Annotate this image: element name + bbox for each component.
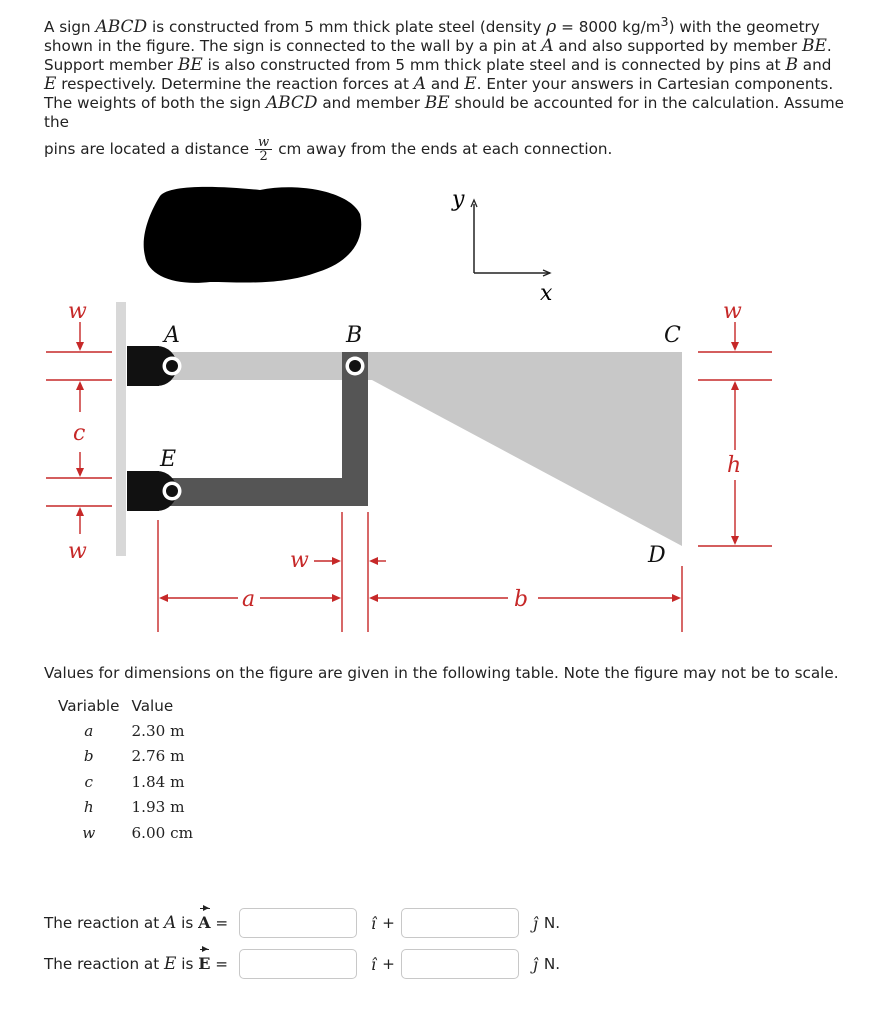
variable-cell: a [84,721,94,740]
value-cell: 1.84 m [131,772,185,791]
reaction-e-label: The reaction at E is E = [44,954,228,974]
variable-cell: h [83,798,94,817]
dim-w-right: w [723,299,742,324]
dim-a: a [242,587,256,612]
dim-w-left-bottom: w [68,539,87,564]
label-b: B [346,323,363,348]
i-hat: î [371,913,377,933]
y-axis-label: y [452,187,465,212]
label-c: C [664,323,681,348]
problem-text-end: pins are located a distance $\frac{w}{2}$ cm away from the ends at each connection. [44,135,613,165]
label-e: E [160,447,177,472]
value-cell: 1.93 m [131,798,185,817]
j-hat: ĵ [532,954,538,974]
reaction-e-y-input[interactable] [401,949,519,979]
reaction-a-y-input[interactable] [401,908,519,938]
reaction-a-row [44,906,560,940]
reaction-e-x-input[interactable] [239,949,357,979]
bracket-a [127,346,159,386]
dim-h: h [727,453,742,478]
header-variable: Variable [58,697,120,715]
dim-w-left-top: w [68,299,87,324]
variable-cell: w [82,823,96,842]
label-d: D [648,543,666,568]
x-axis-label: x [540,281,553,306]
reaction-a-label: The reaction at A is A = [44,913,229,933]
redaction-blob [144,187,362,283]
table-row [52,820,199,846]
table-note: Values for dimensions on the figure are given in the following table. Note the figure may not be to scale. [44,664,839,682]
w-over-2-fraction: $\frac{w}{2}$ [255,136,272,163]
value-cell: 2.76 m [131,747,185,766]
value-cell: 2.30 m [131,721,185,740]
unit-newtons: N. [543,955,561,973]
bracket-e [127,471,159,511]
reaction-a-x-input[interactable] [239,908,357,938]
header-value: Value [131,697,174,715]
coordinate-axes [451,187,553,306]
i-hat: î [371,954,377,974]
label-a: A [164,323,180,348]
variable-cell: b [83,747,94,766]
sign-plate [160,352,682,546]
table-row [52,744,199,770]
table-row [52,795,199,821]
table-row [52,718,199,744]
unit-newtons: N. [543,914,561,932]
problem-text: A sign ABCD is constructed from 5 mm thick plate steel (density ρ = 8000 $kg/m^3$) with the geometry shown in the figure. The sign is connected to the wall by a pin at A and also supported by member BE. Support member BE is also constructed from 5 mm thick plate steel and is connected by pins at B and E respectively. Determine the reaction forces at A and E. Enter your answers in Cartesian components. The weights of both the sign ABCD and member BE should be accounted for in the calculation. Assume the [44,14,845,132]
dim-c: c [73,421,86,446]
reaction-e-row [44,947,560,981]
table-header [52,694,199,718]
dimension-table [52,694,199,846]
plus-sign: + [382,914,395,932]
wall [116,302,126,556]
sign-figure [0,170,872,640]
j-hat: ĵ [532,913,538,933]
problem-statement [44,12,844,163]
dim-w-mid: w [290,548,309,573]
value-cell: 6.00 cm [131,823,194,842]
variable-cell: c [84,772,93,791]
dim-b: b [514,587,529,612]
table-row [52,769,199,795]
plus-sign: + [382,955,395,973]
